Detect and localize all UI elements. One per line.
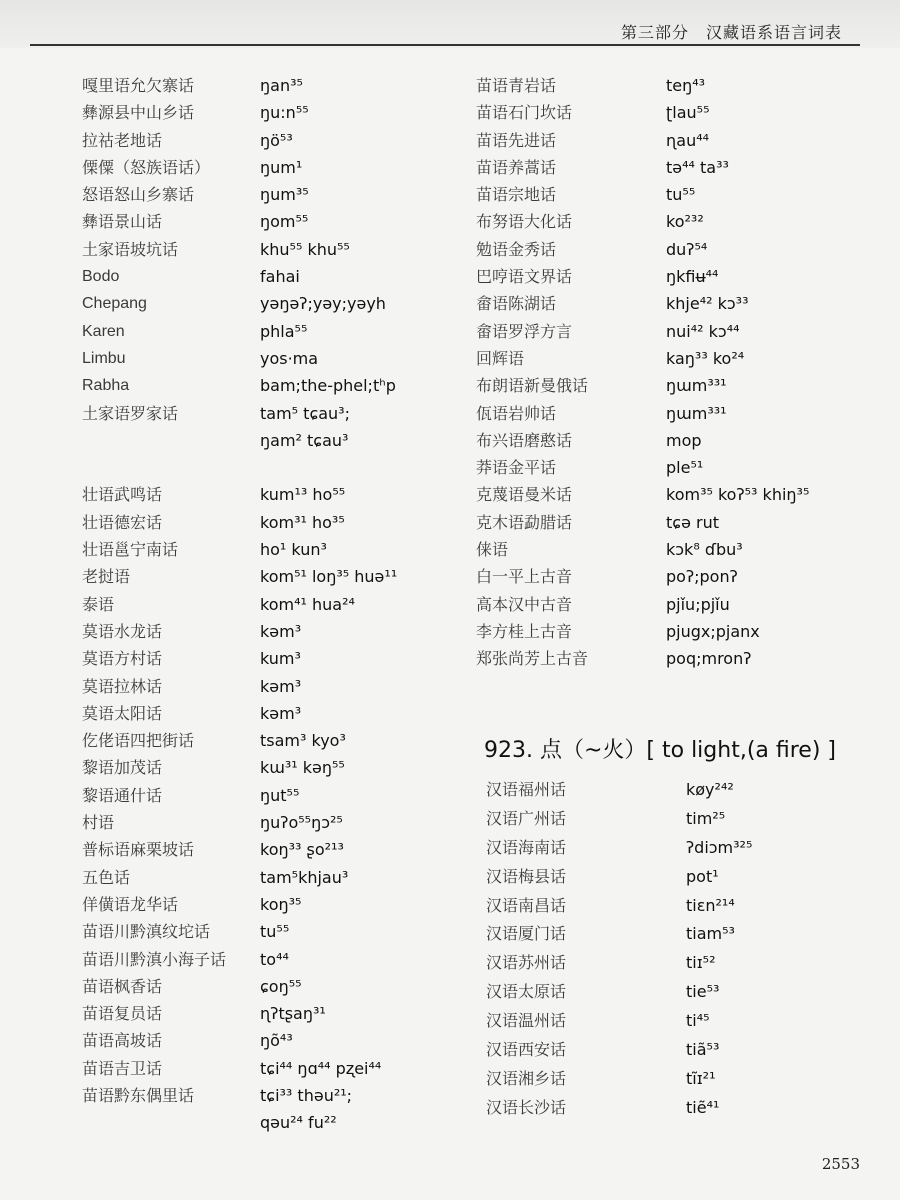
entry-row <box>486 1007 886 1036</box>
entry-row <box>82 591 472 618</box>
language-name: Limbu <box>82 349 126 367</box>
word-form: tiɪ⁵² <box>686 953 716 973</box>
language-name: 莽语金平话 <box>476 458 557 478</box>
language-name: Karen <box>82 322 125 340</box>
word-form: ŋɯm³³¹ <box>666 376 727 396</box>
entry-row <box>82 891 472 918</box>
entry-row <box>476 290 876 317</box>
word-form: tiã⁵³ <box>686 1040 720 1060</box>
entry-row <box>476 236 876 263</box>
language-name: 汉语广州话 <box>486 808 567 828</box>
language-name: 苗语川黔滇小海子话 <box>82 949 227 969</box>
entry-row <box>476 536 876 563</box>
word-form: tie⁵³ <box>686 982 720 1002</box>
entry-row <box>82 509 472 536</box>
entry-row <box>82 809 472 836</box>
word-form: tiam⁵³ <box>686 924 735 944</box>
language-name: 汉语梅县话 <box>486 866 567 886</box>
entry-row <box>82 645 472 672</box>
word-form: teŋ⁴³ <box>666 76 706 95</box>
language-name: 苗语青岩话 <box>476 76 557 95</box>
word-form: tsam³ kyo³ <box>260 731 346 751</box>
word-form: ŋom⁵⁵ <box>260 212 309 232</box>
entry-row <box>82 72 472 99</box>
word-form: tiẽ⁴¹ <box>686 1097 720 1117</box>
language-name: 汉语太原话 <box>486 982 567 1002</box>
language-name: 克蔑语曼米话 <box>476 485 573 505</box>
language-name: 布兴语磨憨话 <box>476 430 573 450</box>
word-form: ŋum¹ <box>260 157 303 177</box>
entry-row <box>476 372 876 399</box>
entry-row <box>486 834 886 863</box>
language-name: 苗语高坡话 <box>82 1031 163 1051</box>
entry-row <box>486 920 886 949</box>
entry-row <box>476 591 876 618</box>
entry-row <box>82 400 472 427</box>
language-name: 老挝语 <box>82 567 131 587</box>
entry-row <box>82 127 472 154</box>
entry-row <box>476 127 876 154</box>
entry-row <box>486 892 886 921</box>
word-form: ŋut⁵⁵ <box>260 785 300 805</box>
word-form: ŋö⁵³ <box>260 130 293 150</box>
entry-row <box>82 864 472 891</box>
language-name: 黎语加茂话 <box>82 758 163 778</box>
word-form: poq;mronʔ <box>666 649 752 669</box>
entry-row <box>486 1094 886 1123</box>
entry-row <box>486 1036 886 1065</box>
entry-row <box>82 700 472 727</box>
language-name: 苗语养蒿话 <box>476 157 557 177</box>
language-name: 李方桂上古音 <box>476 621 573 641</box>
left-column-entries <box>82 72 472 1137</box>
entry-row <box>476 318 876 345</box>
entry-row <box>476 181 876 208</box>
language-name: 汉语苏州话 <box>486 953 567 973</box>
word-form: ŋuʔo⁵⁵ŋɔ²⁵ <box>260 813 343 833</box>
entry-row <box>476 645 876 672</box>
entry-row <box>476 454 876 481</box>
language-name: 拉祜老地话 <box>82 130 163 150</box>
word-form: qəu²⁴ fu²² <box>260 1113 337 1133</box>
word-form: tɕi⁴⁴ ŋɑ⁴⁴ pʐei⁴⁴ <box>260 1058 382 1078</box>
word-form: kəm³ <box>260 621 302 641</box>
entry-row <box>82 236 472 263</box>
language-name: 汉语福州话 <box>486 780 567 799</box>
word-form: ʔdiɔm³²⁵ <box>686 837 753 857</box>
word-form: tu⁵⁵ <box>260 922 290 942</box>
language-name: 汉语湘乡话 <box>486 1068 567 1088</box>
language-name: 俫语 <box>476 540 509 560</box>
word-form: ti⁴⁵ <box>686 1011 710 1031</box>
section-923-heading: 923. 点（~火）[ to light,(a fire) ] <box>484 738 836 763</box>
language-name: 傈僳（怒族语话） <box>82 157 211 177</box>
language-name: 勉语金秀话 <box>476 239 557 259</box>
entry-row <box>476 509 876 536</box>
entry-row <box>476 99 876 126</box>
language-name: 壮语邕宁南话 <box>82 540 179 560</box>
entry-row <box>82 99 472 126</box>
entry-row <box>82 918 472 945</box>
language-name: 苗语川黔滇纹坨话 <box>82 922 211 942</box>
entry-row <box>82 481 472 508</box>
entry-row <box>486 805 886 834</box>
word-form: khu⁵⁵ khu⁵⁵ <box>260 239 350 259</box>
language-name: 普标语麻栗坡话 <box>82 840 195 860</box>
word-form: phla⁵⁵ <box>260 321 308 341</box>
right-column-entries <box>476 72 876 673</box>
language-name: 苗语复员话 <box>82 1004 163 1024</box>
entry-row <box>486 863 886 892</box>
word-form: ŋõ⁴³ <box>260 1031 293 1051</box>
running-header-title: 第三部分 汉藏语系语言词表 <box>620 23 842 42</box>
language-name: 布朗语新曼俄话 <box>476 376 589 396</box>
entry-row <box>476 427 876 454</box>
language-name: 莫语拉林话 <box>82 676 163 696</box>
entry-row <box>82 973 472 1000</box>
language-name: 莫语太阳话 <box>82 703 163 723</box>
word-form: ɳʔtʂaŋ³¹ <box>260 1004 326 1024</box>
word-form: ŋu:n⁵⁵ <box>260 103 309 123</box>
word-form: tɕi³³ thəu²¹; <box>260 1085 353 1105</box>
word-form: ʈlau⁵⁵ <box>666 103 710 123</box>
word-form: tim²⁵ <box>686 808 726 828</box>
entry-row <box>82 673 472 700</box>
entry-row <box>476 618 876 645</box>
entry-row <box>82 208 472 235</box>
language-name: 汉语长沙话 <box>486 1097 567 1117</box>
language-name: 汉语西安话 <box>486 1040 567 1060</box>
language-name: 怒语怒山乡寨话 <box>82 185 195 205</box>
language-name: 佤语岩帅话 <box>476 403 557 423</box>
word-form: pot¹ <box>686 866 719 886</box>
word-form: ple⁵¹ <box>666 458 704 478</box>
language-name: Chepang <box>82 295 147 313</box>
language-name: 莫语方村话 <box>82 649 163 669</box>
word-form: tɕə rut <box>666 512 719 532</box>
word-form: ɳau⁴⁴ <box>666 130 710 150</box>
word-form: tə⁴⁴ ta³³ <box>666 157 729 177</box>
entry-row <box>82 318 472 345</box>
language-name: 苗语黔东偶里话 <box>82 1085 195 1105</box>
language-name: 畲语陈湖话 <box>476 294 557 314</box>
entry-row <box>476 400 876 427</box>
word-form: tam⁵ tɕau³; <box>260 403 350 423</box>
word-form: koŋ³³ ʂo²¹³ <box>260 840 344 860</box>
language-name: 五色话 <box>82 867 131 887</box>
word-form: kaŋ³³ ko²⁴ <box>666 348 745 368</box>
entry-row <box>82 1000 472 1027</box>
entry-row <box>476 563 876 590</box>
language-name: 苗语宗地话 <box>476 185 557 205</box>
language-name: 彝语景山话 <box>82 212 163 232</box>
language-name: 汉语温州话 <box>486 1011 567 1031</box>
language-name: 土家语坡坑话 <box>82 239 179 259</box>
word-form: fahai <box>260 267 300 287</box>
language-name: 巴哼语文界话 <box>476 267 573 287</box>
entry-row <box>82 536 472 563</box>
entry-row <box>82 427 472 454</box>
word-form: pjǐu;pjǐu <box>666 594 730 614</box>
language-name: 高本汉中古音 <box>476 594 573 614</box>
word-form: ɕoŋ⁵⁵ <box>260 976 302 996</box>
word-form: ŋan³⁵ <box>260 76 303 95</box>
word-form: kum³ <box>260 649 301 669</box>
language-name: 泰语 <box>82 594 115 614</box>
word-form: yəŋəʔ;yəy;yəyh <box>260 294 386 314</box>
language-name: 壮语武鸣话 <box>82 485 163 505</box>
language-name: 佯僙语龙华话 <box>82 894 179 914</box>
word-form: pjugx;pjanx <box>666 621 760 641</box>
entry-row <box>476 154 876 181</box>
language-name: 苗语吉卫话 <box>82 1058 163 1078</box>
language-name: Rabha <box>82 377 130 395</box>
entry-row <box>82 345 472 372</box>
header-rule <box>30 44 860 46</box>
word-form: poʔ;ponʔ <box>666 567 738 587</box>
entry-row <box>476 481 876 508</box>
word-form: kɔk⁸ ɗbu³ <box>666 540 743 560</box>
language-name: 黎语通什话 <box>82 785 163 805</box>
language-name: 郑张尚芳上古音 <box>476 649 589 669</box>
word-form: kəm³ <box>260 703 302 723</box>
language-name: 苗语石门坎话 <box>476 103 573 123</box>
page-number: 2553 <box>821 1155 860 1173</box>
language-name: 村语 <box>82 813 115 833</box>
word-form: khje⁴² kɔ³³ <box>666 294 749 314</box>
entry-row <box>486 978 886 1007</box>
entry-row <box>82 154 472 181</box>
word-form: yos·ma <box>260 348 319 368</box>
language-name: 汉语南昌话 <box>486 895 567 915</box>
entry-row <box>82 618 472 645</box>
language-name: 汉语厦门话 <box>486 924 567 944</box>
entry-row <box>486 949 886 978</box>
word-form: kom⁴¹ hua²⁴ <box>260 594 355 614</box>
entry-row <box>82 754 472 781</box>
word-form: kom³⁵ koʔ⁵³ khiŋ³⁵ <box>666 485 810 505</box>
entry-row <box>476 263 876 290</box>
word-form: bam;the-phel;tʰp <box>260 376 396 396</box>
word-form: køy²⁴² <box>686 780 734 799</box>
entry-row <box>82 836 472 863</box>
word-form: nui⁴² kɔ⁴⁴ <box>666 321 740 341</box>
word-form: tu⁵⁵ <box>666 185 696 205</box>
language-name: 畲语罗浮方言 <box>476 321 573 341</box>
language-name: 壮语德宏话 <box>82 512 163 532</box>
language-name: 彝源县中山乡话 <box>82 103 195 123</box>
entry-row <box>486 1065 886 1094</box>
entry-row <box>82 782 472 809</box>
language-name: 莫语水龙话 <box>82 621 163 641</box>
entry-row <box>476 345 876 372</box>
entry-row <box>82 263 472 290</box>
language-name: 克木语勐腊话 <box>476 512 573 532</box>
word-form: ŋkfiʉ⁴⁴ <box>666 267 719 287</box>
language-name: 苗语枫香话 <box>82 976 163 996</box>
word-form: kum¹³ ho⁵⁵ <box>260 485 346 505</box>
language-name: 布努语大化话 <box>476 212 573 232</box>
word-form: kɯ³¹ kəŋ⁵⁵ <box>260 758 345 778</box>
entry-row <box>82 372 472 399</box>
word-form: kom⁵¹ loŋ³⁵ huə¹¹ <box>260 567 398 587</box>
language-name: 汉语海南话 <box>486 837 567 857</box>
section-923-entries <box>486 776 886 1123</box>
entry-row <box>82 1082 472 1109</box>
entry-row <box>82 1027 472 1054</box>
entry-row <box>82 727 472 754</box>
language-name: 白一平上古音 <box>476 567 573 587</box>
word-form: to⁴⁴ <box>260 949 289 969</box>
word-form: kom³¹ ho³⁵ <box>260 512 345 532</box>
language-name: 土家语罗家话 <box>82 403 179 423</box>
entry-row <box>82 1109 472 1136</box>
language-name: 嘎里语允欠寨话 <box>82 76 195 95</box>
word-form: ko²³² <box>666 212 704 232</box>
word-form: ŋɯm³³¹ <box>666 403 727 423</box>
word-form: koŋ³⁵ <box>260 894 302 914</box>
language-name: 仡佬语四把街话 <box>82 731 195 751</box>
word-form: ho¹ kun³ <box>260 540 327 560</box>
entry-row <box>476 72 876 99</box>
entry-row <box>476 208 876 235</box>
word-form: ŋum³⁵ <box>260 185 309 205</box>
entry-row <box>82 946 472 973</box>
word-form: mop <box>666 430 702 450</box>
word-form: ŋam² tɕau³ <box>260 430 349 450</box>
language-name: 苗语先进话 <box>476 130 557 150</box>
language-name: 回辉语 <box>476 348 525 368</box>
word-form: duʔ⁵⁴ <box>666 239 708 259</box>
entry-row <box>82 181 472 208</box>
entry-row <box>82 290 472 317</box>
entry-row <box>82 563 472 590</box>
entry-row <box>82 454 472 481</box>
entry-row <box>82 1055 472 1082</box>
word-form: tiɛn²¹⁴ <box>686 895 735 915</box>
word-form: tam⁵khjau³ <box>260 867 349 887</box>
language-name: Bodo <box>82 268 120 286</box>
entry-row <box>486 776 886 805</box>
word-form: kəm³ <box>260 676 302 696</box>
word-form: tĩɪ²¹ <box>686 1068 716 1088</box>
